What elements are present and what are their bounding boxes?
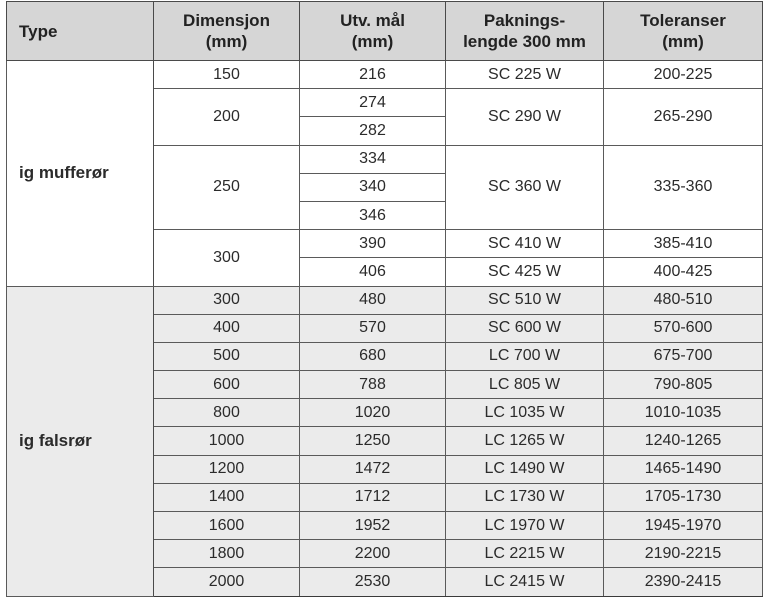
table-body xyxy=(7,61,763,597)
pakningslengde-cell: SC 600 W xyxy=(446,314,604,342)
utv-mal-cell: 788 xyxy=(300,371,446,399)
utv-mal-cell: 2530 xyxy=(300,568,446,596)
header-type-line-1: Type xyxy=(19,21,58,41)
header-dimensjon-line-1: Dimensjon xyxy=(183,11,270,30)
pakningslengde-cell: LC 805 W xyxy=(446,371,604,399)
dimensjon-cell: 300 xyxy=(154,230,300,286)
pakningslengde-cell: SC 360 W xyxy=(446,145,604,230)
pakningslengde-cell: LC 1970 W xyxy=(446,512,604,540)
pakningslengde-cell: LC 2415 W xyxy=(446,568,604,596)
table-row xyxy=(7,61,763,89)
product-dimension-table xyxy=(6,1,763,597)
header-utv-mal-line-1: Utv. mål xyxy=(340,11,405,30)
dimensjon-cell: 300 xyxy=(154,286,300,314)
utv-mal-cell: 1250 xyxy=(300,427,446,455)
header-type xyxy=(7,2,154,61)
utv-mal-cell: 1020 xyxy=(300,399,446,427)
utv-mal-cell: 570 xyxy=(300,314,446,342)
type-cell: ig falsrør xyxy=(7,286,154,596)
dimensjon-cell: 600 xyxy=(154,371,300,399)
header-utv-mal xyxy=(300,2,446,61)
type-cell: ig mufferør xyxy=(7,61,154,287)
toleranser-cell: 385-410 xyxy=(604,230,763,258)
table-header-row xyxy=(7,2,763,61)
dimensjon-cell: 150 xyxy=(154,61,300,89)
pakningslengde-cell: SC 510 W xyxy=(446,286,604,314)
dimensjon-cell: 250 xyxy=(154,145,300,230)
header-pakningslengde-line-1: Paknings- xyxy=(483,11,566,30)
utv-mal-cell: 340 xyxy=(300,173,446,201)
utv-mal-cell: 216 xyxy=(300,61,446,89)
pakningslengde-cell: SC 290 W xyxy=(446,89,604,145)
utv-mal-cell: 282 xyxy=(300,117,446,145)
dimensjon-cell: 1400 xyxy=(154,483,300,511)
pakningslengde-cell: LC 700 W xyxy=(446,342,604,370)
pakningslengde-cell: LC 2215 W xyxy=(446,540,604,568)
toleranser-cell: 1010-1035 xyxy=(604,399,763,427)
header-dimensjon xyxy=(154,2,300,61)
toleranser-cell: 2190-2215 xyxy=(604,540,763,568)
toleranser-cell: 480-510 xyxy=(604,286,763,314)
dimensjon-cell: 1600 xyxy=(154,512,300,540)
toleranser-cell: 1945-1970 xyxy=(604,512,763,540)
dimensjon-cell: 200 xyxy=(154,89,300,145)
toleranser-cell: 1465-1490 xyxy=(604,455,763,483)
dimensjon-cell: 500 xyxy=(154,342,300,370)
toleranser-cell: 1705-1730 xyxy=(604,483,763,511)
toleranser-cell: 790-805 xyxy=(604,371,763,399)
table-row xyxy=(7,286,763,314)
toleranser-cell: 335-360 xyxy=(604,145,763,230)
dimensjon-cell: 1200 xyxy=(154,455,300,483)
utv-mal-cell: 274 xyxy=(300,89,446,117)
pakningslengde-cell: LC 1035 W xyxy=(446,399,604,427)
utv-mal-cell: 1712 xyxy=(300,483,446,511)
toleranser-cell: 675-700 xyxy=(604,342,763,370)
pakningslengde-cell: SC 225 W xyxy=(446,61,604,89)
utv-mal-cell: 480 xyxy=(300,286,446,314)
dimensjon-cell: 400 xyxy=(154,314,300,342)
header-toleranser-line-2: (mm) xyxy=(662,32,704,51)
header-toleranser-line-1: Toleranser xyxy=(640,11,726,30)
header-pakningslengde-line-2: lengde 300 mm xyxy=(463,32,586,51)
utv-mal-cell: 2200 xyxy=(300,540,446,568)
toleranser-cell: 2390-2415 xyxy=(604,568,763,596)
pakningslengde-cell: LC 1490 W xyxy=(446,455,604,483)
header-utv-mal-line-2: (mm) xyxy=(351,32,394,51)
utv-mal-cell: 334 xyxy=(300,145,446,173)
utv-mal-cell: 1952 xyxy=(300,512,446,540)
utv-mal-cell: 1472 xyxy=(300,455,446,483)
pakningslengde-cell: LC 1730 W xyxy=(446,483,604,511)
header-toleranser xyxy=(604,2,763,61)
dimensjon-cell: 1000 xyxy=(154,427,300,455)
toleranser-cell: 570-600 xyxy=(604,314,763,342)
header-pakningslengde xyxy=(446,2,604,61)
utv-mal-cell: 346 xyxy=(300,201,446,229)
dimensjon-cell: 800 xyxy=(154,399,300,427)
pakningslengde-cell: SC 410 W xyxy=(446,230,604,258)
utv-mal-cell: 680 xyxy=(300,342,446,370)
toleranser-cell: 265-290 xyxy=(604,89,763,145)
utv-mal-cell: 406 xyxy=(300,258,446,286)
pakningslengde-cell: SC 425 W xyxy=(446,258,604,286)
toleranser-cell: 400-425 xyxy=(604,258,763,286)
utv-mal-cell: 390 xyxy=(300,230,446,258)
pakningslengde-cell: LC 1265 W xyxy=(446,427,604,455)
header-dimensjon-line-2: (mm) xyxy=(205,32,248,51)
toleranser-cell: 200-225 xyxy=(604,61,763,89)
toleranser-cell: 1240-1265 xyxy=(604,427,763,455)
dimensjon-cell: 1800 xyxy=(154,540,300,568)
dimensjon-cell: 2000 xyxy=(154,568,300,596)
